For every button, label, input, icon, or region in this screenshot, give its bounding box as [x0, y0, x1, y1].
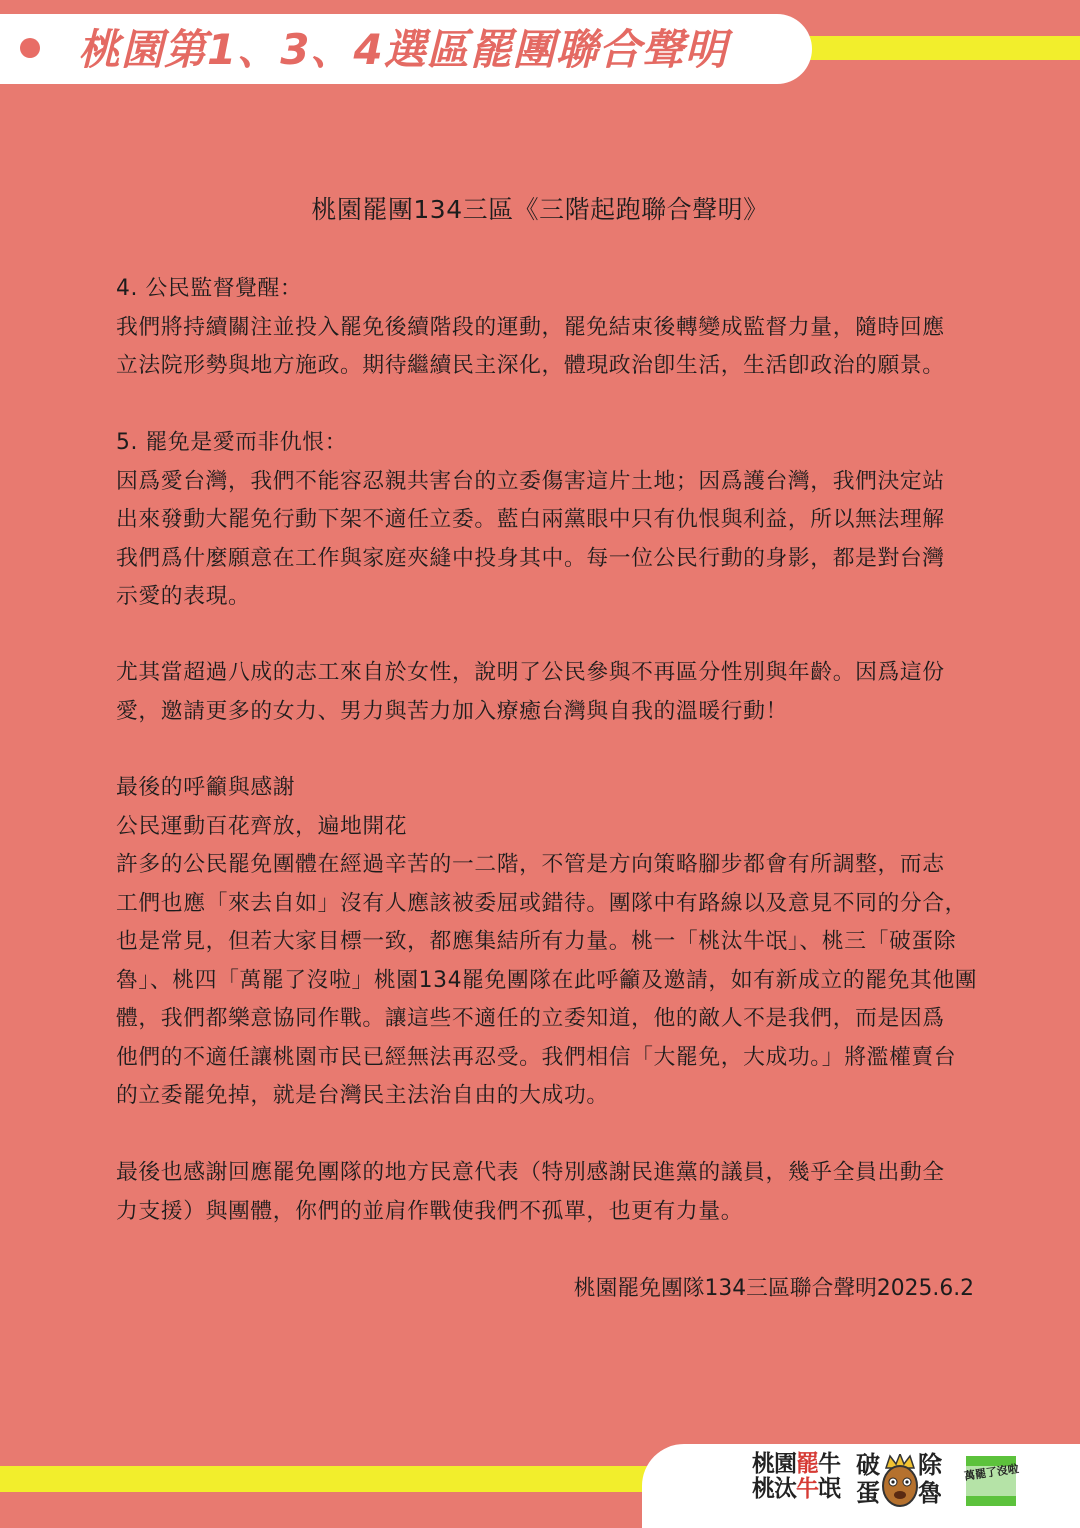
closing-line: 他們的不適任讓桃園市民已經無法再忍受。我們相信「大罷免，大成功。」將濫權賣台: [116, 1044, 957, 1070]
closing-line: 體，我們都樂意協同作戰。讓這些不適任的立委知道，他的敵人不是我們，而是因爲: [116, 1006, 945, 1031]
section-5-heading: 5. 罷免是愛而非仇恨：: [116, 430, 348, 455]
section-5-line: 示愛的表現。: [116, 584, 251, 609]
section-4: [116, 270, 976, 386]
closing-line: 魯」、桃四「萬罷了沒啦」桃園134罷免團隊在此呼籲及邀請，如有新成立的罷免其他團: [116, 967, 978, 993]
closing-line: 許多的公民罷免團體在經過辛苦的一二階，不管是方向策略腳步都會有所調整，而志: [116, 852, 945, 877]
section-5-line: 出來發動大罷免行動下架不適任立委。藍白兩黨眼中只有仇恨與利益，所以無法理解: [116, 507, 945, 532]
taoyuan-1-group-logo: 桃園罷牛 桃汰牛氓: [752, 1451, 840, 1502]
document-title: 桃園罷團134三區《三階起跑聯合聲明》: [311, 195, 769, 224]
closing-line: 的立委罷免掉，就是台灣民主法治自由的大成功。: [116, 1083, 609, 1108]
section-4-heading: 4. 公民監督覺醒：: [116, 276, 303, 301]
section-5-line: 因爲愛台灣，我們不能容忍親共害台的立委傷害這片土地；因爲護台灣，我們決定站: [116, 468, 945, 494]
egg-mascot-icon: [878, 1454, 922, 1508]
paragraph-line: 尤其當超過八成的志工來自於女性，說明了公民參與不再區分性別與年齡。因爲這份: [116, 660, 945, 685]
thanks-paragraph: [116, 1154, 976, 1231]
paragraph-women-volunteers: [116, 654, 976, 731]
taoyuan-4-group-logo: 萬罷了沒啦: [962, 1452, 1020, 1508]
thanks-line: 力支援）與團體，你們的並肩作戰使我們不孤單，也更有力量。: [116, 1198, 744, 1224]
section-5-line: 我們爲什麼願意在工作與家庭夾縫中投身其中。每一位公民行動的身影，都是對台灣: [116, 545, 945, 571]
closing-heading: 最後的呼籲與感謝: [116, 775, 296, 800]
section-4-line: 我們將持續關注並投入罷免後續階段的運動，罷免結束後轉變成監督力量，隨時回應: [116, 314, 945, 340]
closing-section: [116, 769, 976, 1116]
section-4-line: 立法院形勢與地方施政。期待繼續民主深化，體現政治卽生活，生活卽政治的願景。: [116, 353, 945, 378]
taoyuan-3-group-logo: 破 除 蛋 魯: [856, 1451, 942, 1507]
header-bullet-dot: [20, 38, 40, 58]
closing-subheading: 公民運動百花齊放，遍地開花: [116, 813, 408, 839]
closing-line: 也是常見，但若大家目標一致，都應集結所有力量。桃一「桃汰牛氓」、桃三「破蛋除: [116, 929, 957, 954]
paragraph-line: 愛，邀請更多的女力、男力與苦力加入療癒台灣與自我的溫暖行動！: [116, 698, 788, 724]
thanks-line: 最後也感謝回應罷免團隊的地方民意代表（特別感謝民進黨的議員，幾乎全員出動全: [116, 1160, 945, 1185]
header-yellow-stripe: [770, 36, 1080, 60]
closing-line: 工們也應「來去自如」沒有人應該被委屈或錯待。團隊中有路線以及意見不同的分合，: [116, 890, 968, 916]
page-title: 桃園第1、3、4選區罷團聯合聲明: [78, 25, 728, 74]
section-5: [116, 424, 976, 617]
footer-yellow-stripe: [0, 1466, 690, 1492]
signature-line: 桃園罷免團隊134三區聯合聲明2025.6.2: [573, 1276, 974, 1301]
